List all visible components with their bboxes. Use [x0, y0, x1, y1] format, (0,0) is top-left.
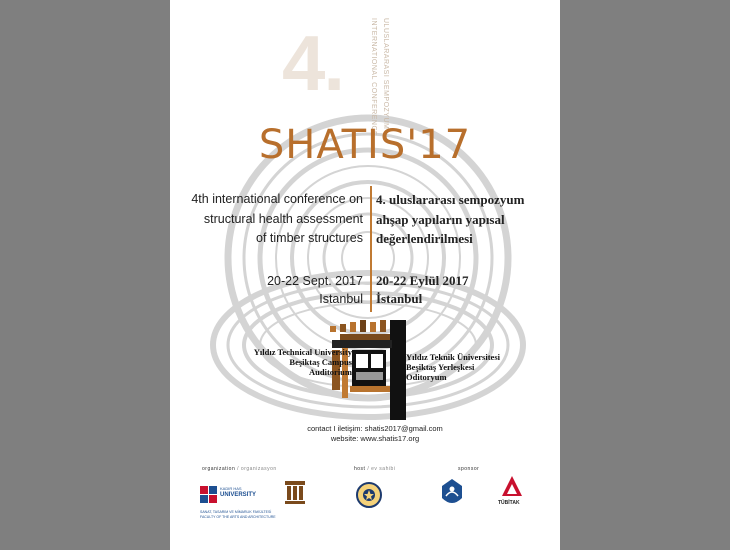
- organization-label-en: organization: [202, 466, 236, 472]
- title-tr-line: ahşap yapıların yapısal: [376, 211, 505, 227]
- contact-info: [170, 424, 560, 444]
- organization-label-tr: organizasyon: [240, 466, 277, 472]
- venue-en-line: Beşiktaş Campus: [289, 357, 352, 367]
- city-tr: İstanbul: [376, 291, 423, 306]
- tubitak-label: TÜBİTAK: [498, 500, 520, 506]
- venue-tr-line: Oditoryum: [406, 372, 447, 382]
- date-en: 20-22 Sept. 2017: [267, 274, 363, 288]
- university-emblem-icon: [200, 486, 218, 506]
- venue-en-line: Yıldız Technical University: [253, 347, 352, 357]
- logo1-caption-en: FACULTY OF THE ARTS AND ARCHITECTURE: [200, 515, 276, 519]
- date-english: [267, 272, 363, 308]
- sponsor-label: sponsor: [458, 466, 480, 472]
- conference-poster: [170, 0, 560, 550]
- title-turkish: [376, 190, 524, 249]
- shatis-logo: SHATIS'17: [258, 122, 472, 168]
- venue-turkish: [406, 352, 500, 382]
- vertical-label-en: INTERNATIONAL CONFERENCE: [370, 18, 377, 137]
- istanbul-municipality-icon: [440, 478, 464, 508]
- venue-english: [254, 347, 352, 377]
- kadir-has-university-logo: [200, 484, 280, 524]
- organization-label: organization / organizasyon: [202, 466, 277, 472]
- column-divider: [370, 186, 372, 312]
- title-en-line: structural health assessment: [203, 211, 363, 226]
- yildiz-university-seal-icon: [356, 482, 382, 508]
- date-tr: 20-22 Eylül 2017: [376, 273, 469, 288]
- temple-column-icon: [284, 480, 306, 506]
- city-en: Istanbul: [319, 292, 363, 306]
- vertical-label-tr: ULUSLARARASI SEMPOZYUM: [382, 18, 389, 130]
- title-en-line: 4th international conference on: [191, 192, 363, 206]
- logo1-university: UNIVERSITY: [220, 492, 257, 498]
- logo1-caption-tr: SANAT, TASARIM VE MİMARLIK FAKÜLTESİ: [200, 510, 272, 514]
- edition-number: 4.: [282, 19, 344, 107]
- title-tr-line: 4. uluslararası sempozyum: [376, 192, 525, 207]
- venue-tr-line: Yıldız Teknik Üniversitesi: [406, 352, 500, 362]
- contact-email: contact I iletişim: shatis2017@gmail.com: [307, 424, 443, 433]
- tubitak-icon: [500, 474, 524, 498]
- title-en-line: of timber structures: [256, 231, 363, 245]
- logo1-name: KADIR HAS: [220, 486, 242, 491]
- host-label: host / ev sahibi: [354, 466, 396, 472]
- date-turkish: [376, 272, 468, 308]
- website: website: www.shatis17.org: [330, 434, 420, 443]
- venue-en-line: Auditorium: [309, 367, 352, 377]
- host-label-en: host: [354, 466, 366, 472]
- title-english: [191, 190, 363, 249]
- title-tr-line: değerlendirilmesi: [376, 231, 473, 246]
- host-label-tr: ev sahibi: [371, 466, 396, 472]
- venue-tr-line: Beşiktaş Yerleşkesi: [406, 362, 475, 372]
